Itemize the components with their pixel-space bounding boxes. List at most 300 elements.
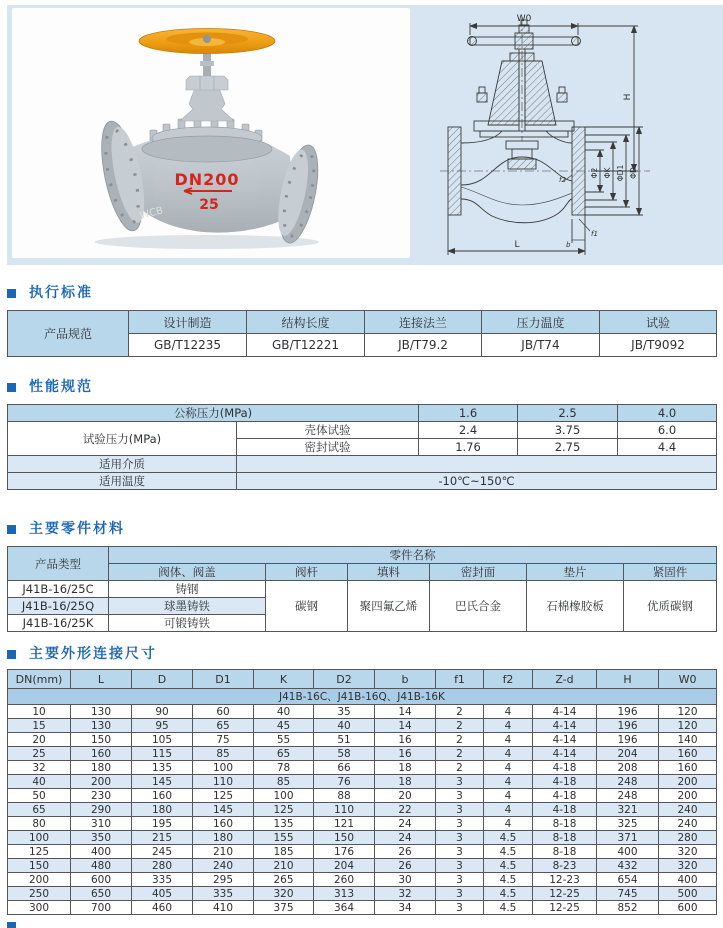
shell-test-value: 2.4 bbox=[419, 422, 518, 439]
dim-cell: 852 bbox=[597, 901, 659, 915]
table-row bbox=[8, 733, 717, 747]
dim-cell: 121 bbox=[314, 817, 375, 831]
dim-cell: 248 bbox=[597, 775, 659, 789]
dim-cell: 195 bbox=[132, 817, 193, 831]
dim-cell: 34 bbox=[375, 901, 436, 915]
dim-cell: 8-18 bbox=[533, 817, 597, 831]
dim-cell: 14 bbox=[375, 705, 436, 719]
table-row bbox=[8, 456, 717, 473]
dim-cell: 320 bbox=[254, 887, 314, 901]
stem-material-cell: 碳钢 bbox=[266, 581, 348, 632]
dim-cell: 90 bbox=[132, 705, 193, 719]
seal-test-value: 2.75 bbox=[518, 439, 618, 456]
dim-cell: 88 bbox=[314, 789, 375, 803]
dim-cell: 130 bbox=[71, 719, 132, 733]
dim-cell: 32 bbox=[8, 761, 71, 775]
dim-cell: 3 bbox=[436, 775, 484, 789]
shell-test-value: 6.0 bbox=[618, 422, 717, 439]
table-row bbox=[8, 775, 717, 789]
dim-cell: 110 bbox=[314, 803, 375, 817]
dim-cell: 18 bbox=[375, 761, 436, 775]
dim-cell: 10 bbox=[8, 705, 71, 719]
dim-cell: 50 bbox=[8, 789, 71, 803]
dim-cell: 14 bbox=[375, 719, 436, 733]
dim-cell: 32 bbox=[375, 887, 436, 901]
dim-cell: 20 bbox=[8, 733, 71, 747]
dim-cell: 2 bbox=[436, 705, 484, 719]
dim-cell: 300 bbox=[8, 901, 71, 915]
dim-cell: 295 bbox=[193, 873, 254, 887]
next-section-bullet bbox=[7, 922, 16, 928]
dim-cell: 150 bbox=[71, 733, 132, 747]
dim-cell: 160 bbox=[71, 747, 132, 761]
table-row bbox=[8, 803, 717, 817]
dim-cell: 24 bbox=[375, 817, 436, 831]
table-row bbox=[8, 817, 717, 831]
dim-label-f1: f1 bbox=[591, 230, 598, 238]
dim-cell: 135 bbox=[132, 761, 193, 775]
dim-cell: 2 bbox=[436, 747, 484, 761]
dim-cell: 700 bbox=[71, 901, 132, 915]
dim-cell: 20 bbox=[375, 789, 436, 803]
dim-cell: 15 bbox=[8, 719, 71, 733]
table-row bbox=[8, 311, 717, 334]
dim-header: Z-d bbox=[533, 670, 597, 689]
table-row bbox=[8, 719, 717, 733]
dim-cell: 240 bbox=[193, 859, 254, 873]
seal-test-value: 4.4 bbox=[618, 439, 717, 456]
dim-label-l: L bbox=[514, 240, 520, 250]
section-title-text: 执行标准 bbox=[29, 285, 93, 301]
dim-header: DN(mm) bbox=[8, 670, 71, 689]
dim-cell: 4.5 bbox=[484, 831, 533, 845]
dim-cell: 432 bbox=[597, 859, 659, 873]
standards-header: 试验 bbox=[600, 311, 717, 334]
dim-cell: 100 bbox=[8, 831, 71, 845]
dim-cell: 60 bbox=[193, 705, 254, 719]
dim-cell: 125 bbox=[254, 803, 314, 817]
standards-value: JB/T79.2 bbox=[365, 334, 482, 357]
body-material-cell: 可锻铸铁 bbox=[109, 615, 266, 632]
dim-cell: 85 bbox=[193, 747, 254, 761]
table-row bbox=[8, 670, 717, 689]
seal-test-value: 1.76 bbox=[419, 439, 518, 456]
dim-cell: 3 bbox=[436, 831, 484, 845]
dim-header: L bbox=[71, 670, 132, 689]
dim-header: H bbox=[597, 670, 659, 689]
table-row bbox=[8, 831, 717, 845]
parts-name-label: 零件名称 bbox=[109, 547, 717, 564]
dim-cell: 12-23 bbox=[533, 873, 597, 887]
dim-cell: 26 bbox=[375, 845, 436, 859]
dim-cell: 460 bbox=[132, 901, 193, 915]
body-material-cell: 铸钢 bbox=[109, 581, 266, 598]
section-materials-title bbox=[7, 521, 723, 538]
dim-label-k: ΦK bbox=[603, 167, 612, 179]
dim-cell: 16 bbox=[375, 733, 436, 747]
dim-cell: 180 bbox=[132, 803, 193, 817]
dim-cell: 150 bbox=[314, 831, 375, 845]
dim-cell: 55 bbox=[254, 733, 314, 747]
dim-cell: 4-14 bbox=[533, 719, 597, 733]
dim-cell: 313 bbox=[314, 887, 375, 901]
shell-test-value: 3.75 bbox=[518, 422, 618, 439]
dim-cell: 150 bbox=[8, 859, 71, 873]
standards-value: GB/T12235 bbox=[129, 334, 247, 357]
dim-cell: 40 bbox=[8, 775, 71, 789]
dim-cell: 100 bbox=[193, 761, 254, 775]
dim-cell: 155 bbox=[254, 831, 314, 845]
dim-cell: 280 bbox=[659, 831, 717, 845]
dim-header: K bbox=[254, 670, 314, 689]
dim-cell: 3 bbox=[436, 803, 484, 817]
dim-cell: 196 bbox=[597, 705, 659, 719]
table-row bbox=[8, 873, 717, 887]
dim-cell: 66 bbox=[314, 761, 375, 775]
dim-cell: 4-14 bbox=[533, 705, 597, 719]
standards-header: 结构长度 bbox=[247, 311, 365, 334]
dim-cell: 210 bbox=[193, 845, 254, 859]
dim-cell: 320 bbox=[659, 859, 717, 873]
section-title-text: 主要零件材料 bbox=[29, 521, 125, 537]
dim-cell: 145 bbox=[193, 803, 254, 817]
dim-cell: 12-25 bbox=[533, 887, 597, 901]
stem-collar bbox=[200, 61, 214, 66]
dim-cell: 400 bbox=[659, 873, 717, 887]
standards-header: 设计制造 bbox=[129, 311, 247, 334]
dim-cell: 26 bbox=[375, 859, 436, 873]
dim-cell: 125 bbox=[8, 845, 71, 859]
dim-cell: 200 bbox=[71, 775, 132, 789]
table-row bbox=[8, 564, 717, 581]
dim-cell: 410 bbox=[193, 901, 254, 915]
part-header: 阀体、阀盖 bbox=[109, 564, 266, 581]
product-type-label: 产品类型 bbox=[8, 547, 109, 581]
dim-cell: 3 bbox=[436, 901, 484, 915]
shell-test-label: 壳体试验 bbox=[237, 422, 419, 439]
dim-cell: 22 bbox=[375, 803, 436, 817]
dim-cell: 130 bbox=[71, 705, 132, 719]
dim-cell: 4 bbox=[484, 803, 533, 817]
table-row bbox=[8, 581, 717, 598]
dim-cell: 3 bbox=[436, 859, 484, 873]
dim-cell: 405 bbox=[132, 887, 193, 901]
valve-photo bbox=[12, 8, 410, 258]
dim-cell: 51 bbox=[314, 733, 375, 747]
dim-cell: 120 bbox=[659, 705, 717, 719]
dim-header: W0 bbox=[659, 670, 717, 689]
part-header: 阀杆 bbox=[266, 564, 348, 581]
dim-cell: 480 bbox=[71, 859, 132, 873]
dim-cell: 3 bbox=[436, 789, 484, 803]
dim-header: D bbox=[132, 670, 193, 689]
dim-cell: 125 bbox=[193, 789, 254, 803]
test-pressure-label: 试验压力(MPa) bbox=[8, 422, 237, 456]
dim-cell: 160 bbox=[659, 747, 717, 761]
dim-cell: 654 bbox=[597, 873, 659, 887]
dim-header: f1 bbox=[436, 670, 484, 689]
dim-cell: 160 bbox=[193, 817, 254, 831]
dim-label-d1: ΦD1 bbox=[616, 164, 625, 182]
standards-table bbox=[7, 310, 717, 357]
section-bullet-icon bbox=[7, 525, 16, 534]
dim-cell: 160 bbox=[132, 789, 193, 803]
section-title-text: 性能规范 bbox=[29, 379, 93, 395]
dim-cell: 105 bbox=[132, 733, 193, 747]
dim-cell: 600 bbox=[659, 901, 717, 915]
packing-nut bbox=[186, 76, 228, 90]
table-row bbox=[8, 901, 717, 915]
table-row bbox=[8, 761, 717, 775]
temperature-label: 适用温度 bbox=[8, 473, 237, 490]
dim-cell: 3 bbox=[436, 873, 484, 887]
dim-cell: 4.5 bbox=[484, 859, 533, 873]
standards-value: GB/T12221 bbox=[247, 334, 365, 357]
dim-cell: 40 bbox=[314, 719, 375, 733]
dim-cell: 4.5 bbox=[484, 887, 533, 901]
dim-cell: 230 bbox=[71, 789, 132, 803]
packing-material-cell: 聚四氟乙烯 bbox=[348, 581, 430, 632]
dim-cell: 8-18 bbox=[533, 831, 597, 845]
dim-header: f2 bbox=[484, 670, 533, 689]
dim-cell: 400 bbox=[71, 845, 132, 859]
dim-label-w0: W0 bbox=[516, 14, 532, 24]
dim-label-d2: Φ2 bbox=[590, 167, 599, 179]
standards-header: 压力温度 bbox=[482, 311, 600, 334]
dim-cell: 248 bbox=[597, 789, 659, 803]
nominal-pressure-label: 公称压力(MPa) bbox=[8, 405, 419, 422]
table-row bbox=[8, 547, 717, 564]
standards-value: JB/T74 bbox=[482, 334, 600, 357]
marking-material: WCB bbox=[138, 205, 165, 222]
dim-cell: 180 bbox=[71, 761, 132, 775]
dim-cell: 4 bbox=[484, 761, 533, 775]
dim-cell: 650 bbox=[71, 887, 132, 901]
dim-label-b: b bbox=[566, 241, 571, 249]
medium-value bbox=[237, 456, 717, 473]
dim-cell: 160 bbox=[659, 761, 717, 775]
dim-cell: 4.5 bbox=[484, 901, 533, 915]
dim-label-f2: f2 bbox=[559, 176, 566, 184]
dim-cell: 3 bbox=[436, 845, 484, 859]
dim-cell: 4-14 bbox=[533, 733, 597, 747]
dim-cell: 3 bbox=[436, 817, 484, 831]
body-material-cell: 球墨铸铁 bbox=[109, 598, 266, 615]
part-header: 填料 bbox=[348, 564, 430, 581]
dim-cell: 115 bbox=[132, 747, 193, 761]
dim-label-d: ΦD bbox=[629, 167, 638, 179]
dim-cell: 85 bbox=[254, 775, 314, 789]
table-row bbox=[8, 845, 717, 859]
dim-cell: 12-25 bbox=[533, 901, 597, 915]
dim-cell: 4-18 bbox=[533, 761, 597, 775]
dim-cell: 120 bbox=[659, 719, 717, 733]
dim-cell: 500 bbox=[659, 887, 717, 901]
dim-cell: 80 bbox=[8, 817, 71, 831]
valve-photo-svg bbox=[12, 8, 410, 258]
dim-header: D1 bbox=[193, 670, 254, 689]
valve-drawing-svg bbox=[422, 9, 722, 261]
part-header: 垫片 bbox=[527, 564, 624, 581]
dim-cell: 240 bbox=[659, 817, 717, 831]
bonnet-flange bbox=[142, 136, 272, 162]
table-row bbox=[8, 422, 717, 439]
dimensions-body bbox=[8, 705, 717, 915]
dim-cell: 204 bbox=[597, 747, 659, 761]
dim-cell: 200 bbox=[8, 873, 71, 887]
marking-dn: DN200 bbox=[174, 170, 240, 189]
dim-cell: 265 bbox=[254, 873, 314, 887]
dim-cell: 2 bbox=[436, 761, 484, 775]
dim-cell: 4-18 bbox=[533, 803, 597, 817]
dim-cell: 78 bbox=[254, 761, 314, 775]
table-row bbox=[8, 887, 717, 901]
dim-cell: 40 bbox=[254, 705, 314, 719]
dim-cell: 25 bbox=[8, 747, 71, 761]
model-group-row: J41B-16C、J41B-16Q、J41B-16K bbox=[8, 689, 717, 705]
dim-cell: 290 bbox=[71, 803, 132, 817]
model-cell: J41B-16/25K bbox=[8, 615, 109, 632]
marking-class: 25 bbox=[199, 197, 219, 213]
nominal-pressure-value: 2.5 bbox=[518, 405, 618, 422]
fastener-material-cell: 优质碳钢 bbox=[624, 581, 717, 632]
dim-cell: 196 bbox=[597, 719, 659, 733]
table-row bbox=[8, 689, 717, 705]
dim-cell: 75 bbox=[193, 733, 254, 747]
dim-cell: 196 bbox=[597, 733, 659, 747]
dim-cell: 65 bbox=[193, 719, 254, 733]
dim-cell: 4-14 bbox=[533, 747, 597, 761]
table-row bbox=[8, 859, 717, 873]
dim-cell: 185 bbox=[254, 845, 314, 859]
dim-cell: 58 bbox=[314, 747, 375, 761]
dim-cell: 400 bbox=[597, 845, 659, 859]
dim-cell: 325 bbox=[597, 817, 659, 831]
dim-cell: 24 bbox=[375, 831, 436, 845]
part-header: 密封面 bbox=[430, 564, 527, 581]
dim-cell: 8-18 bbox=[533, 845, 597, 859]
standards-row-label: 产品规范 bbox=[8, 311, 129, 357]
dim-cell: 135 bbox=[254, 817, 314, 831]
table-row bbox=[8, 705, 717, 719]
dim-cell: 140 bbox=[659, 733, 717, 747]
seal-test-label: 密封试验 bbox=[237, 439, 419, 456]
dim-cell: 350 bbox=[71, 831, 132, 845]
dim-cell: 4-18 bbox=[533, 775, 597, 789]
dim-cell: 4.5 bbox=[484, 845, 533, 859]
dim-cell: 4.5 bbox=[484, 873, 533, 887]
dim-cell: 335 bbox=[132, 873, 193, 887]
table-row bbox=[8, 747, 717, 761]
dim-cell: 260 bbox=[314, 873, 375, 887]
model-cell: J41B-16/25Q bbox=[8, 598, 109, 615]
dim-cell: 321 bbox=[597, 803, 659, 817]
dim-cell: 65 bbox=[8, 803, 71, 817]
dim-cell: 4 bbox=[484, 747, 533, 761]
section-bullet-icon bbox=[7, 289, 16, 298]
dim-cell: 3 bbox=[436, 887, 484, 901]
seal-material-cell: 巴氏合金 bbox=[430, 581, 527, 632]
dim-cell: 95 bbox=[132, 719, 193, 733]
section-performance-title bbox=[7, 379, 723, 396]
dim-cell: 2 bbox=[436, 733, 484, 747]
dim-cell: 600 bbox=[71, 873, 132, 887]
section-bullet-icon bbox=[7, 650, 16, 659]
table-row bbox=[8, 789, 717, 803]
table-row bbox=[8, 405, 717, 422]
dim-cell: 4-18 bbox=[533, 789, 597, 803]
dim-header: D2 bbox=[314, 670, 375, 689]
dim-cell: 4 bbox=[484, 817, 533, 831]
dim-cell: 371 bbox=[597, 831, 659, 845]
dimensions-table bbox=[7, 669, 717, 915]
dim-cell: 310 bbox=[71, 817, 132, 831]
dim-cell: 200 bbox=[659, 789, 717, 803]
dim-cell: 76 bbox=[314, 775, 375, 789]
bonnet-neck bbox=[180, 88, 234, 121]
dim-cell: 18 bbox=[375, 775, 436, 789]
performance-table bbox=[7, 404, 717, 490]
valve-drawing bbox=[422, 9, 722, 261]
materials-table bbox=[7, 546, 717, 632]
standards-header: 连接法兰 bbox=[365, 311, 482, 334]
part-header: 紧固件 bbox=[624, 564, 717, 581]
section-bullet-icon bbox=[7, 383, 16, 392]
table-row bbox=[8, 473, 717, 490]
dim-cell: 240 bbox=[659, 803, 717, 817]
nominal-pressure-value: 4.0 bbox=[618, 405, 717, 422]
dim-cell: 65 bbox=[254, 747, 314, 761]
dim-cell: 30 bbox=[375, 873, 436, 887]
dim-cell: 8-23 bbox=[533, 859, 597, 873]
dim-cell: 210 bbox=[254, 859, 314, 873]
gasket-material-cell: 石棉橡胶板 bbox=[527, 581, 624, 632]
dim-cell: 100 bbox=[254, 789, 314, 803]
dim-cell: 145 bbox=[132, 775, 193, 789]
section-standards-title bbox=[7, 285, 723, 302]
dim-cell: 35 bbox=[314, 705, 375, 719]
handwheel-hub bbox=[203, 35, 211, 43]
dim-cell: 4 bbox=[484, 733, 533, 747]
dim-cell: 364 bbox=[314, 901, 375, 915]
model-cell: J41B-16/25C bbox=[8, 581, 109, 598]
dim-cell: 280 bbox=[132, 859, 193, 873]
dim-header: b bbox=[375, 670, 436, 689]
dim-cell: 320 bbox=[659, 845, 717, 859]
medium-label: 适用介质 bbox=[8, 456, 237, 473]
dim-label-h: H bbox=[623, 93, 633, 101]
dim-cell: 204 bbox=[314, 859, 375, 873]
dim-cell: 208 bbox=[597, 761, 659, 775]
dim-cell: 335 bbox=[193, 887, 254, 901]
section-title-text: 主要外形连接尺寸 bbox=[29, 646, 157, 662]
dim-cell: 250 bbox=[8, 887, 71, 901]
dim-cell: 200 bbox=[659, 775, 717, 789]
dim-cell: 4 bbox=[484, 719, 533, 733]
section-dimensions-title bbox=[7, 646, 723, 663]
dim-cell: 16 bbox=[375, 747, 436, 761]
dim-cell: 745 bbox=[597, 887, 659, 901]
dim-cell: 180 bbox=[193, 831, 254, 845]
dim-cell: 110 bbox=[193, 775, 254, 789]
dim-cell: 2 bbox=[436, 719, 484, 733]
dim-cell: 4 bbox=[484, 775, 533, 789]
hero-panel bbox=[7, 5, 723, 265]
dim-cell: 245 bbox=[132, 845, 193, 859]
dim-cell: 4 bbox=[484, 789, 533, 803]
temperature-value: -10℃~150℃ bbox=[237, 473, 717, 490]
dim-cell: 375 bbox=[254, 901, 314, 915]
